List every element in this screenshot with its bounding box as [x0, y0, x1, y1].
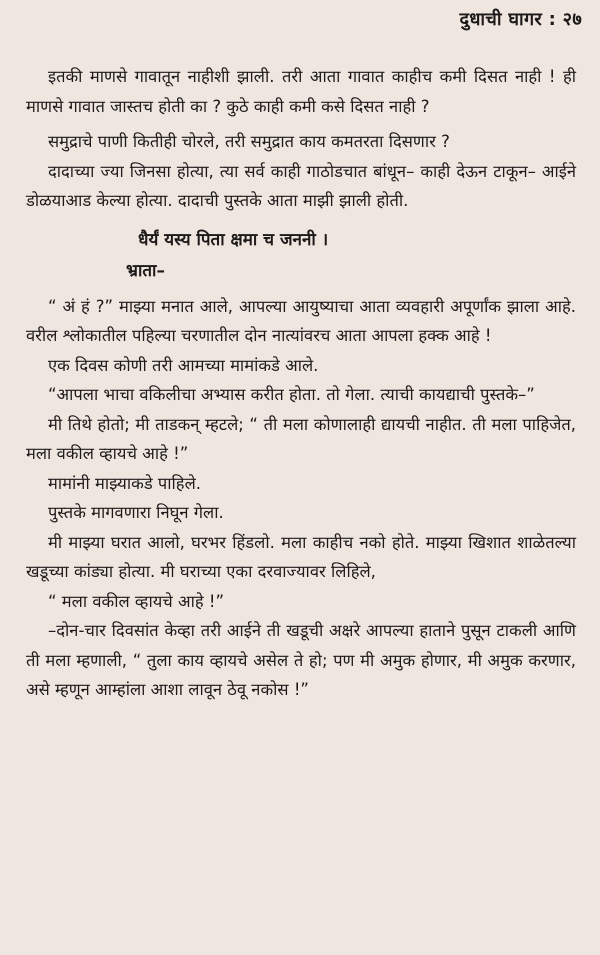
verse-line-2: भ्राता–	[126, 260, 165, 281]
paragraph-7: मी तिथे होतो; मी ताडकन् म्हटले; “ ती मला कोणालाही द्यायची नाहीत. ती मला पाहिजेत, मला वकील व्हायचे आहे !”	[26, 414, 576, 463]
paragraph-1: इतकी माणसे गावातून नाहीशी झाली. तरी आता गावात काहीच कमी दिसत नाही ! ही माणसे गावात जास्तच होती का ? कुठे काही कमी कसे दिसत नाही ?	[26, 67, 576, 116]
paragraph-2: समुद्राचे पाणी कितीही चोरले, तरी समुद्रात काय कमतरता दिसणार ?	[48, 132, 450, 151]
paragraph-11: “ मला वकील व्हायचे आहे !”	[48, 591, 225, 611]
paragraph-6: “आपला भाचा वकिलीचा अभ्यास करीत होता. तो गेला. त्याची कायद्याची पुस्तके–”	[48, 385, 535, 404]
paragraph-4: “ अं हं ?” माझ्या मनात आले, आपल्या आयुष्याचा आता व्यवहारी अपूर्णांक झाला आहे. वरील श्लोकातील पहिल्या चरणातील दोन नात्यांवरच आता आपला हक्क आहे !	[26, 296, 576, 345]
verse-line-1: धैर्यं यस्य पिता क्षमा च जननी ।	[138, 229, 329, 250]
paragraph-8: मामांनी माझ्याकडे पाहिले.	[48, 473, 201, 493]
paragraph-9: पुस्तके मागवणारा निघून गेला.	[48, 503, 224, 522]
paragraph-5: एक दिवस कोणी तरी आमच्या मामांकडे आले.	[48, 355, 319, 375]
paragraph-12: –दोन-चार दिवसांत केव्हा तरी आईने ती खडूची अक्षरे आपल्या हाताने पुसून टाकली आणि ती मला म्हणाली, “ तुला काय व्हायचे असेल ते हो; पण मी अमुक होणार, मी अमुक करणार, असे म्हणून आम्हांला आशा लावून ठेवू नकोस !”	[26, 621, 576, 699]
paragraph-3: दादाच्या ज्या जिनसा होत्या, त्या सर्व काही गाठोडचात बांधून– काही देऊन टाकून– आईने डोळयाआड केल्या होत्या. दादाची पुस्तके आता माझी झाली होती.	[26, 161, 576, 210]
page-body	[26, 62, 576, 705]
running-head: दुधाची घागर : २७	[459, 9, 582, 30]
paragraph-10: मी माझ्या घरात आलो, घरभर हिंडलो. मला काहीच नको होते. माझ्या खिशात शाळेतल्या खडूच्या कांड्या होत्या. मी घराच्या एका दरवाज्यावर लिहिले,	[26, 532, 576, 581]
